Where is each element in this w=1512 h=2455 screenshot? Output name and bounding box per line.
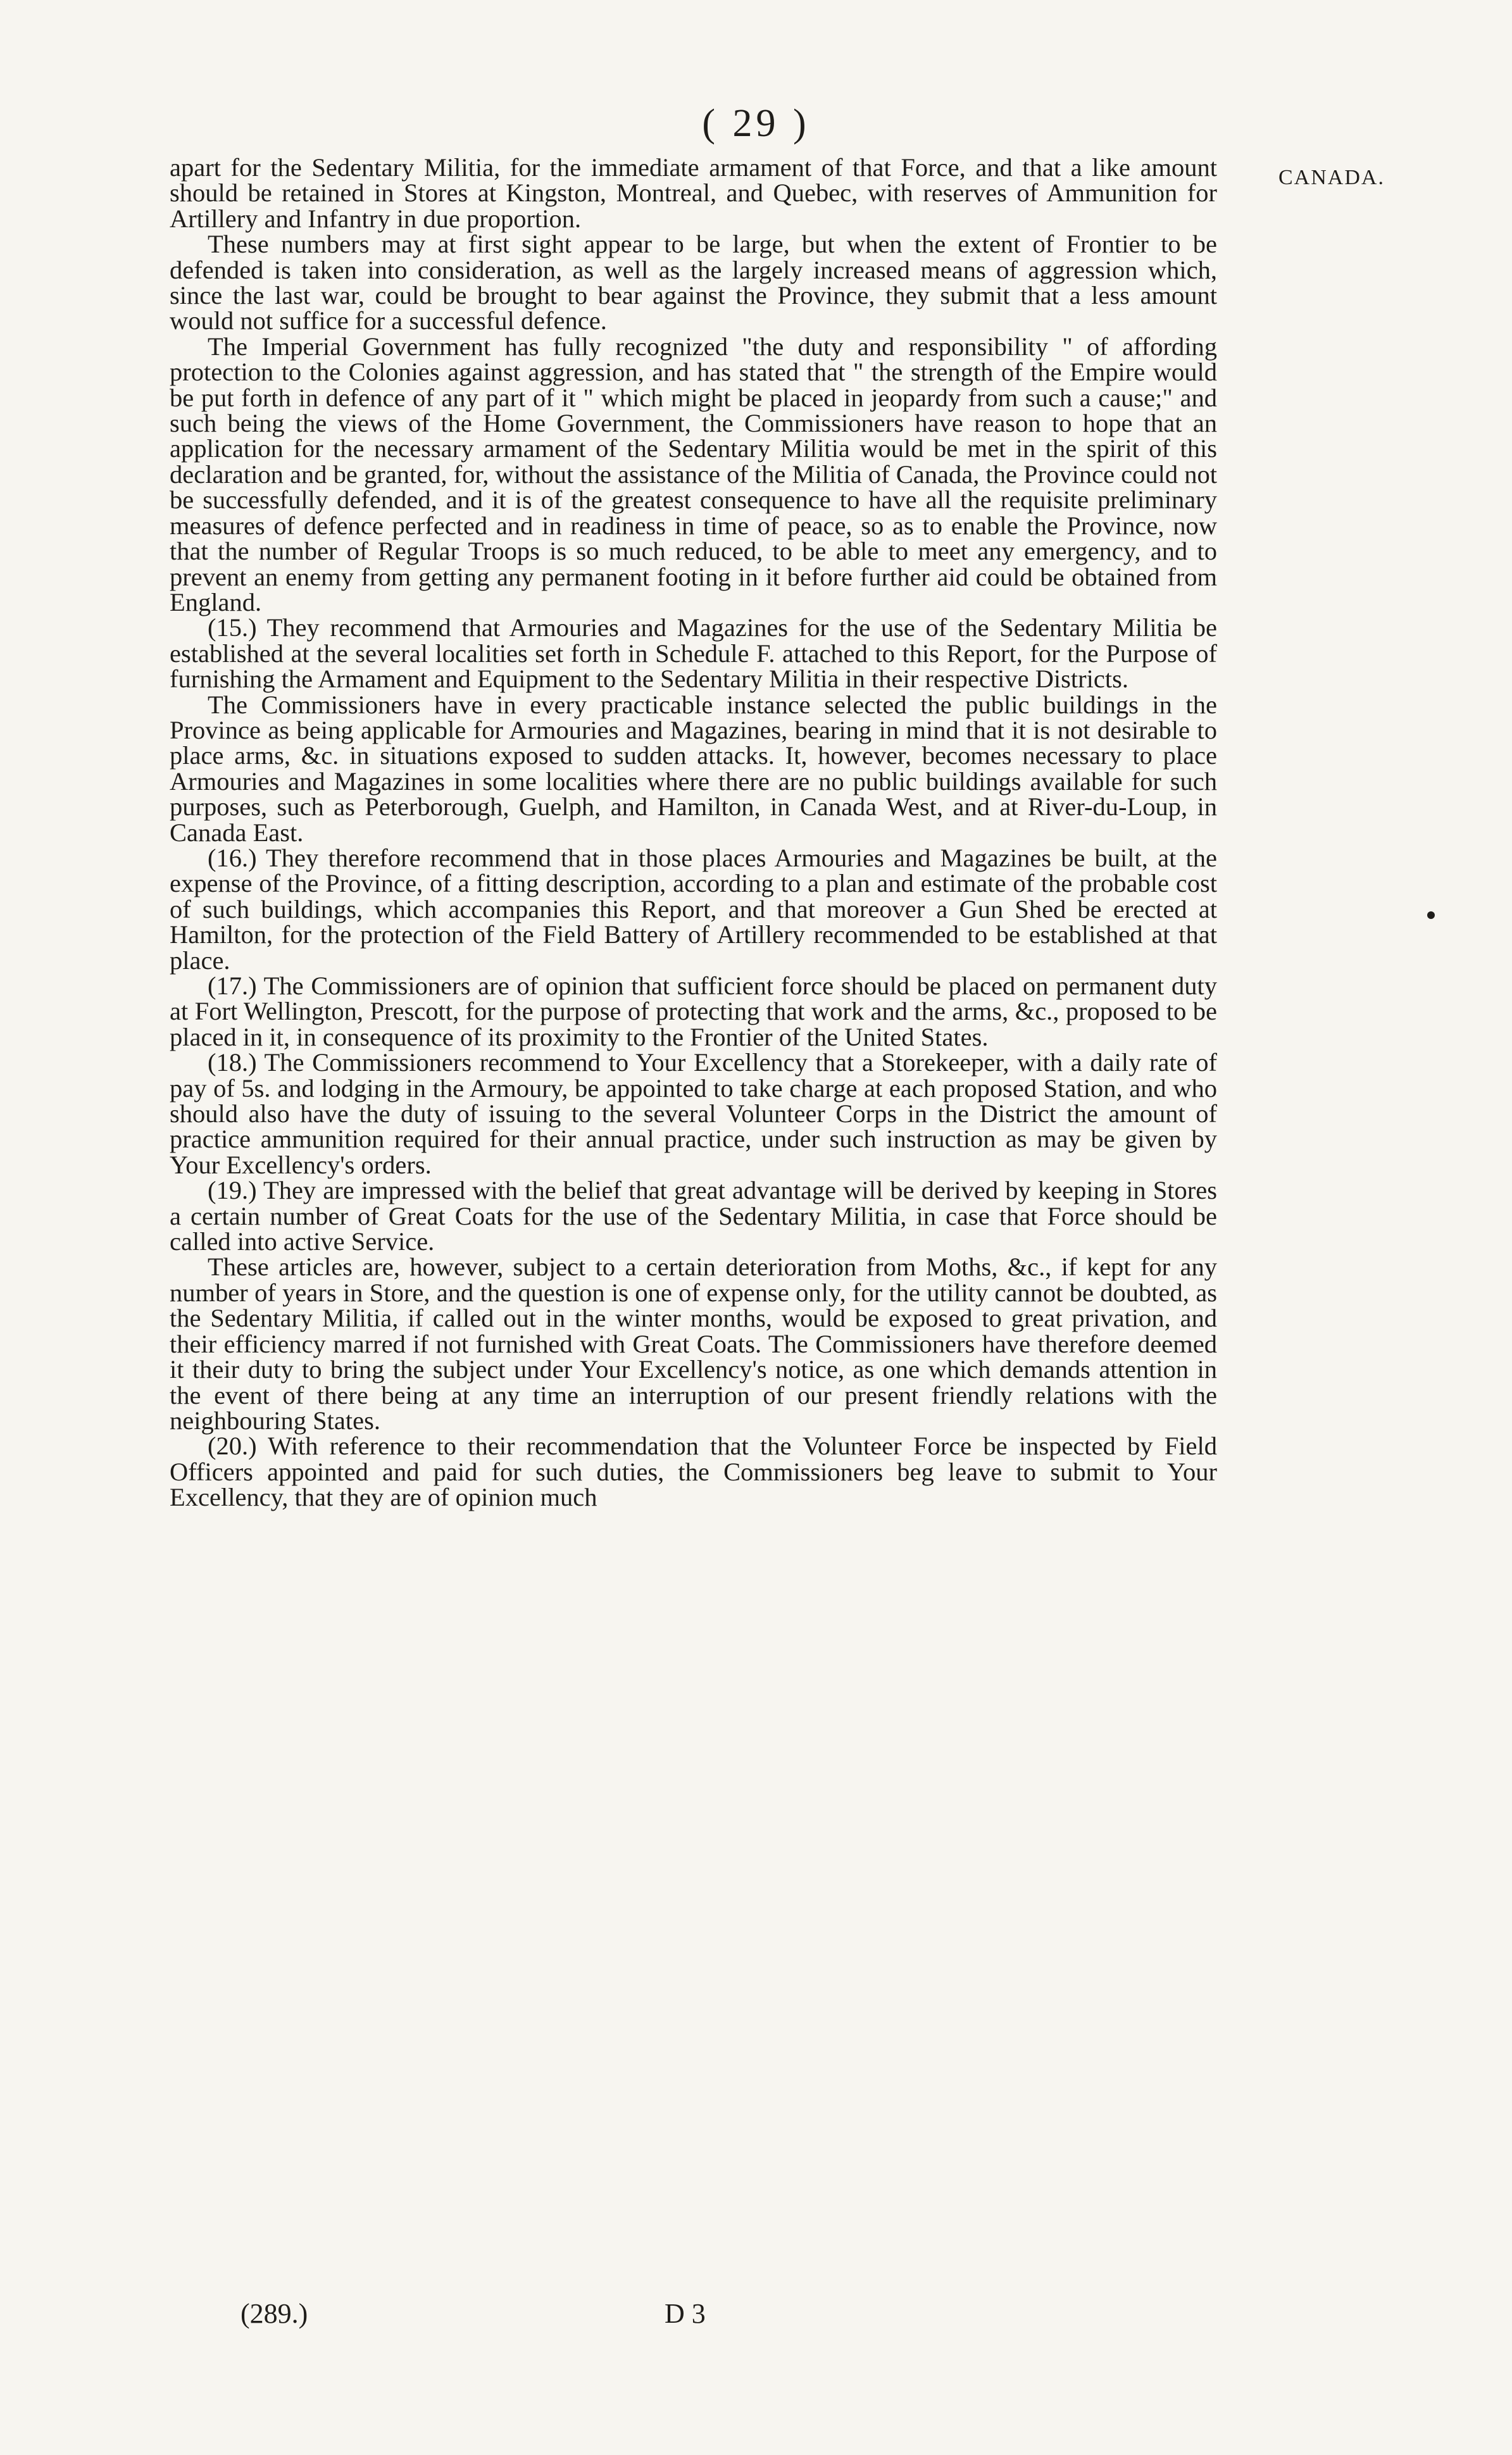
- paragraph: (20.) With reference to their recommendation that the Volunteer Force be inspected by Field Officers appointed and paid for such duties, the Commissioners beg leave to submit to Your Excellency, that they are of opinion much: [170, 1432, 1217, 1512]
- body-text: [170, 155, 1217, 1511]
- footer-document-number: (289.): [241, 2298, 308, 2329]
- margin-mark: [1427, 911, 1435, 919]
- paragraph: The Imperial Government has fully recognized "the duty and responsibility " of affording protection to the Colonies against aggression, and has stated that " the strength of the Empire would be put forth in defence of any part of it " which might be placed in jeopardy from such a cause;" and such being the views of the Home Government, the Commissioners have reason to hope that an application for the necessary armament of the Sedentary Militia would be met in the spirit of this declaration and be granted, for, without the assistance of the Militia of Canada, the Province could not be successfully defended, and it is of the greatest consequence to have all the requisite preliminary measures of defence perfected and in readiness in time of peace, so as to enable the Province, now that the number of Regular Troops is so much reduced, to be able to meet any emergency, and to prevent an enemy from getting any permanent footing in it before further aid could be obtained from England.: [170, 332, 1218, 616]
- margin-note: CANADA.: [1278, 166, 1385, 189]
- paragraph: These numbers may at first sight appear to be large, but when the extent of Frontier to be defended is taken into consideration, as well as the largely increased means of aggression which, since the last war, could be brought to bear against the Province, they submit that a less amount would not suffice for a successful defence.: [170, 230, 1217, 335]
- paragraph: These articles are, however, subject to a certain deterioration from Moths, &c., if kept for any number of years in Store, and the question is one of expense only, for the utility cannot be doubted, as the Sedentary Militia, if called out in the winter months, would be exposed to great privation, and their efficiency marred if not furnished with Great Coats. The Commissioners have therefore deemed it their duty to bring the subject under Your Excellency's notice, as one which demands attention in the event of there being at any time an interruption of our present friendly relations with the neighbouring States.: [170, 1252, 1217, 1435]
- paragraph: apart for the Sedentary Militia, for the immediate armament of that Force, and that a like amount should be retained in Stores at Kingston, Montreal, and Quebec, with reserves of Ammunition for Artillery and Infantry in due proportion.: [170, 153, 1217, 233]
- paragraph: (17.) The Commissioners are of opinion that sufficient force should be placed on permanent duty at Fort Wellington, Prescott, for the purpose of protecting that work and the arms, &c., proposed to be placed in it, in consequence of its proximity to the Frontier of the United States.: [170, 971, 1217, 1051]
- paragraph: The Commissioners have in every practicable instance selected the public buildings in the Province as being applicable for Armouries and Magazines, bearing in mind that it is not desirable to place arms, &c. in situations exposed to sudden attacks. It, however, becomes necessary to place Armouries and Magazines in some localities where there are no public buildings available for such purposes, such as Peterborough, Guelph, and Hamilton, in Canada West, and at River-du-Loup, in Canada East.: [170, 690, 1217, 847]
- paragraph: (15.) They recommend that Armouries and Magazines for the use of the Sedentary Militia be established at the several localities set forth in Schedule F. attached to this Report, for the Purpose of furnishing the Armament and Equipment to the Sedentary Militia in their respective Districts.: [170, 613, 1217, 694]
- paragraph: (16.) They therefore recommend that in those places Armouries and Magazines be built, at the expense of the Province, of a fitting description, according to a plan and estimate of the probable cost of such buildings, which accompanies this Report, and that moreover a Gun Shed be erected at Hamilton, for the protection of the Field Battery of Artillery recommended to be established at that place.: [170, 843, 1217, 975]
- footer-signature-mark: D 3: [665, 2298, 706, 2329]
- page-number: ( 29 ): [702, 102, 810, 145]
- paragraph: (18.) The Commissioners recommend to Your Excellency that a Storekeeper, with a daily rate of pay of 5s. and lodging in the Armoury, be appointed to take charge at each proposed Station, and who should also have the duty of issuing to the several Volunteer Corps in the District the amount of practice ammunition required for their annual practice, under such instruction as may be given by Your Excellency's orders.: [170, 1048, 1217, 1179]
- paragraph: (19.) They are impressed with the belief that great advantage will be derived by keeping in Stores a certain number of Great Coats for the use of the Sedentary Militia, in case that Force should be called into active Service.: [170, 1176, 1217, 1256]
